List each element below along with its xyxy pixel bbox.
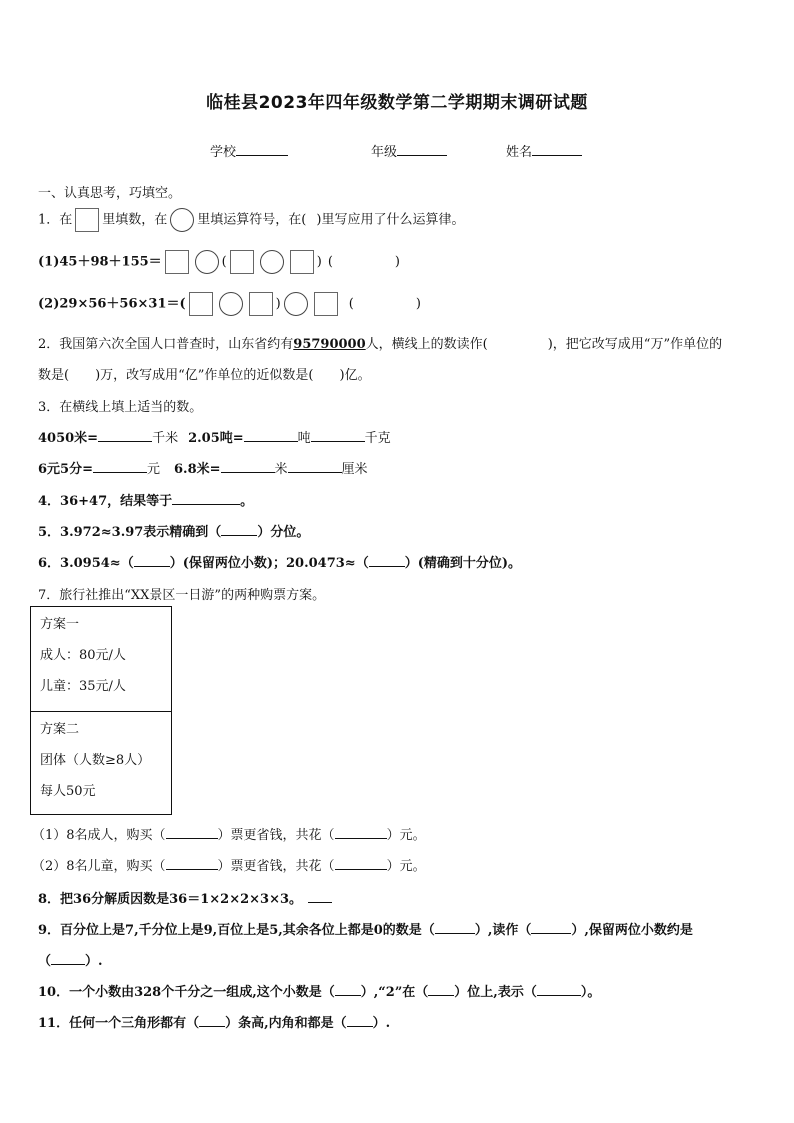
plan-one-title: 方案一 — [40, 617, 80, 632]
question-4 — [38, 490, 253, 509]
q11-text-a: 11．任何一个三角形都有（ — [38, 1016, 200, 1031]
q1-text-a: 1．在 — [38, 212, 73, 228]
question-2-line-2: 数是( )万，改写成用“亿”作单位的近似数是( )亿。 — [38, 368, 371, 383]
plan-two-price: 每人50元 — [40, 784, 96, 799]
question-3-row-1 — [38, 427, 391, 446]
q3-blank[interactable] — [244, 427, 298, 442]
q9-text-b: ）,读作（ — [474, 923, 532, 938]
q3-r2-b: 元 — [146, 462, 160, 477]
page-title: 临桂县2023年四年级数学第二学期期末调研试题 — [206, 93, 588, 113]
q9-text-c: ）,保留两位小数约是 — [571, 923, 693, 938]
q9-text-a: 9．百分位上是7,千分位上是9,百位上是5,其余各位上都是0的数是（ — [38, 923, 435, 938]
question-1 — [38, 208, 464, 232]
q3-blank[interactable] — [221, 458, 275, 473]
q6-blank[interactable] — [134, 552, 170, 567]
q4-end: 。 — [240, 494, 254, 509]
q9-blank[interactable] — [435, 919, 475, 934]
q1-2-close-paren: ) — [275, 296, 281, 312]
answer-box — [75, 208, 99, 232]
operator-circle[interactable] — [284, 292, 308, 316]
q11-blank[interactable] — [199, 1012, 225, 1027]
question-11 — [38, 1012, 390, 1031]
q3-r1-c: 2.05吨= — [188, 431, 244, 446]
question-9-line-2 — [38, 950, 103, 969]
name-blank[interactable] — [532, 141, 582, 156]
q3-blank[interactable] — [93, 458, 147, 473]
question-7-title: 7．旅行社推出“XX景区一日游”的两种购票方案。 — [38, 588, 326, 603]
grade-label: 年级 — [371, 145, 398, 160]
q6-text-b: ）(保留两位小数)；20.0473≈（ — [169, 556, 369, 571]
q1-2-law-close: ) — [415, 296, 421, 312]
name-field — [506, 141, 582, 160]
answer-box[interactable] — [165, 250, 189, 274]
q3-blank[interactable] — [311, 427, 365, 442]
question-1-1 — [38, 250, 400, 274]
q1-1-open-paren: ( — [221, 254, 227, 270]
grade-field — [371, 141, 447, 160]
q9-blank[interactable] — [531, 919, 571, 934]
q6-blank[interactable] — [369, 552, 405, 567]
q10-text-b: ）,“2”在（ — [360, 985, 429, 1000]
q3-r1-b: 千米 — [152, 431, 179, 446]
q7-sub1-c: ）元。 — [386, 828, 426, 843]
q1-text-c: 里填运算符号，在( — [197, 212, 307, 228]
answer-box[interactable] — [290, 250, 314, 274]
q7-blank[interactable] — [166, 824, 218, 839]
q8-blank[interactable] — [308, 888, 332, 903]
q1-1-law-open: ( — [327, 254, 333, 270]
q7-sub2-a: （2）8名儿童，购买（ — [32, 859, 166, 874]
q1-1-close-paren: ) — [316, 254, 322, 270]
q3-blank[interactable] — [98, 427, 152, 442]
q7-blank[interactable] — [335, 824, 387, 839]
answer-box[interactable] — [230, 250, 254, 274]
q10-text-d: ）。 — [580, 985, 601, 1000]
q10-text-a: 10．一个小数由328个千分之一组成,这个小数是（ — [38, 985, 335, 1000]
operator-circle[interactable] — [260, 250, 284, 274]
question-3-title: 3．在横线上填上适当的数。 — [38, 400, 203, 415]
plan-two-condition: 团体（人数≥8人） — [40, 753, 151, 768]
q4-text: 4．36+47，结果等于 — [38, 494, 173, 509]
plan-two-title: 方案二 — [40, 722, 80, 737]
question-5 — [38, 521, 309, 540]
question-3-row-2 — [38, 458, 368, 477]
q2-text-a: 2．我国第六次全国人口普查时，山东省约有 — [38, 337, 294, 352]
q2-number: 95790000 — [293, 337, 366, 352]
q7-blank[interactable] — [166, 855, 218, 870]
question-8 — [38, 888, 332, 907]
q4-blank[interactable] — [172, 490, 240, 505]
school-field — [210, 141, 288, 160]
answer-box[interactable] — [314, 292, 338, 316]
q5-blank[interactable] — [221, 521, 257, 536]
q3-r1-a: 4050米= — [38, 431, 99, 446]
plan-one-adult-price: 成人：80元/人 — [40, 648, 126, 663]
q1-2-expression: (2)29×56＋56×31＝( — [38, 296, 186, 312]
q3-r2-d: 米 — [274, 462, 288, 477]
q3-r2-e: 厘米 — [341, 462, 368, 477]
operator-circle[interactable] — [195, 250, 219, 274]
grade-blank[interactable] — [397, 141, 447, 156]
q3-r1-e: 千克 — [364, 431, 391, 446]
operator-circle — [170, 208, 194, 232]
q10-text-c: ）位上,表示（ — [454, 985, 537, 1000]
answer-box[interactable] — [189, 292, 213, 316]
question-10 — [38, 981, 600, 1000]
q11-text-b: ）条高,内角和都是（ — [225, 1016, 347, 1031]
q5-end: ）分位。 — [257, 525, 310, 540]
q9-line2-a: （ — [38, 954, 52, 969]
school-blank[interactable] — [236, 141, 288, 156]
q7-sub2-b: ）票更省钱，共花（ — [217, 859, 335, 874]
q10-blank[interactable] — [335, 981, 361, 996]
q3-r1-d: 吨 — [297, 431, 311, 446]
q6-text-c: ）(精确到十分位)。 — [404, 556, 522, 571]
plan-one-box — [30, 606, 172, 712]
q2-text-b: 人，横线上的数读作( — [365, 337, 488, 352]
plan-one-child-price: 儿童：35元/人 — [40, 679, 126, 694]
question-1-2 — [38, 292, 421, 316]
q1-text-d: )里写应用了什么运算律。 — [316, 212, 465, 228]
q11-text-c: ）. — [372, 1016, 391, 1031]
q10-blank[interactable] — [428, 981, 454, 996]
q3-blank[interactable] — [288, 458, 342, 473]
q7-blank[interactable] — [335, 855, 387, 870]
question-7-sub-2 — [32, 855, 426, 874]
q1-1-expression: (1)45＋98＋155＝ — [38, 254, 162, 270]
school-label: 学校 — [210, 145, 237, 160]
q3-r2-c: 6.8米= — [174, 462, 221, 477]
q7-sub1-b: ）票更省钱，共花（ — [217, 828, 335, 843]
question-6 — [38, 552, 521, 571]
q6-text-a: 6．3.0954≈（ — [38, 556, 134, 571]
q9-line2-b: ）. — [85, 954, 103, 969]
operator-circle[interactable] — [219, 292, 243, 316]
q7-sub2-c: ）元。 — [386, 859, 426, 874]
q9-blank[interactable] — [51, 950, 85, 965]
q5-text: 5．3.972≈3.97表示精确到（ — [38, 525, 222, 540]
name-label: 姓名 — [506, 145, 533, 160]
q7-sub1-a: （1）8名成人，购买（ — [32, 828, 166, 843]
q2-text-c: )，把它改写成用“万”作单位的 — [547, 337, 723, 352]
question-2-line-1 — [38, 333, 722, 352]
q1-2-law-open: ( — [348, 296, 354, 312]
q3-r2-a: 6元5分= — [38, 462, 93, 477]
q1-1-law-close: ) — [394, 254, 400, 270]
q10-blank[interactable] — [537, 981, 581, 996]
question-7-sub-1 — [32, 824, 426, 843]
q8-text: 8．把36分解质因数是36＝1×2×2×3×3。 — [38, 892, 303, 907]
plan-two-box — [30, 711, 172, 815]
q11-blank[interactable] — [347, 1012, 373, 1027]
q1-text-b: 里填数，在 — [102, 212, 168, 228]
section-heading: 一、认真思考，巧填空。 — [38, 186, 182, 201]
question-9-line-1 — [38, 919, 693, 938]
answer-box[interactable] — [249, 292, 273, 316]
